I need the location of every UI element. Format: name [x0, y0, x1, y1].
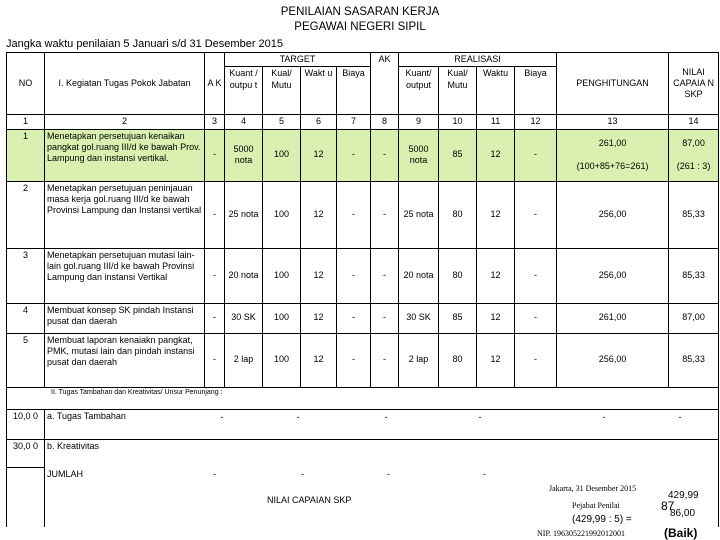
dash: - — [296, 411, 300, 422]
row-waktu: 12 — [301, 248, 337, 303]
row-hitung: 256,00 — [557, 181, 669, 248]
col-number: 1 — [7, 115, 45, 129]
row-waktu: 12 — [301, 129, 337, 181]
row-biaya: - — [337, 248, 371, 303]
total-value: 429,99 — [668, 490, 699, 501]
row-r-kuant: 25 nota — [399, 181, 439, 248]
row-hitung: 256,00 — [557, 248, 669, 303]
row-r-waktu: 12 — [477, 129, 515, 181]
dash: - — [602, 411, 606, 422]
row-r-waktu: 12 — [477, 248, 515, 303]
pejabat-label: Pejabat Penilai — [572, 501, 620, 510]
col-biaya: Biaya — [337, 67, 371, 115]
doc-subtitle: PEGAWAI NEGERI SIPIL — [294, 21, 426, 33]
row-kuant: 25 nota — [225, 181, 263, 248]
tambahan-label: a. Tugas Tambahan — [45, 409, 205, 439]
table-row — [7, 303, 719, 333]
row-ak2: - — [371, 248, 399, 303]
col-number: 11 — [477, 115, 515, 129]
row-ak2: - — [371, 181, 399, 248]
col-number: 2 — [45, 115, 205, 129]
col-realisasi: REALISASI — [399, 53, 557, 67]
col-number: 9 — [399, 115, 439, 129]
col-r-biaya: Biaya — [515, 67, 557, 115]
col-kegiatan: I. Kegiatan Tugas Pokok Jabatan — [45, 53, 205, 115]
row-r-biaya: - — [515, 303, 557, 333]
row-r-kual: 80 — [439, 181, 477, 248]
row-ak2: - — [371, 333, 399, 387]
col-nilai: NILAI CAPAIA N SKP — [669, 53, 719, 115]
row-nilai: 85,33 — [669, 333, 719, 387]
row-kual: 100 — [263, 303, 301, 333]
col-number: 13 — [557, 115, 669, 129]
row-hitung: 261,00 — [557, 303, 669, 333]
row-task: Menetapkan persetujuan kenaikan pangkat gol.ruang III/d ke bawah Prov. Lampung dan instansi vertikal. — [45, 129, 205, 181]
row-waktu: 12 — [301, 181, 337, 248]
col-r-waktu: Waktu — [477, 67, 515, 115]
tambahan-no: 10,0 0 — [7, 409, 45, 439]
row-kuant: 30 SK — [225, 303, 263, 333]
row-ak: - — [205, 333, 225, 387]
row-ak: - — [205, 181, 225, 248]
col-ak: A K — [205, 53, 225, 115]
rating-label: (Baik) — [664, 526, 698, 540]
row-ak: - — [205, 129, 225, 181]
row-kual: 100 — [263, 248, 301, 303]
table-row — [7, 333, 719, 387]
row-r-waktu: 12 — [477, 333, 515, 387]
table-row — [7, 439, 719, 467]
row-nilai: 87,00 — [669, 303, 719, 333]
col-kuant: Kuant / outpu t — [225, 67, 263, 115]
row-r-kual: 80 — [439, 248, 477, 303]
row-no: 4 — [7, 303, 45, 333]
col-r-kual: Kual/ Mutu — [439, 67, 477, 115]
row-r-waktu: 12 — [477, 181, 515, 248]
row-r-biaya: - — [515, 181, 557, 248]
formula: (429,99 : 5) = — [572, 514, 632, 525]
place-date: Jakarta, 31 Desember 2015 — [549, 484, 637, 493]
nilai-capaian-label: NILAI CAPAIAN SKP — [267, 495, 352, 505]
row-r-kuant: 20 nota — [399, 248, 439, 303]
table-row — [7, 248, 719, 303]
row-kual: 100 — [263, 181, 301, 248]
row-kual: 100 — [263, 129, 301, 181]
dash: - — [678, 411, 682, 422]
row-nilai-note: (261 : 3) — [676, 160, 711, 171]
dash: - — [384, 411, 388, 422]
jumlah-label: JUMLAH — [47, 469, 84, 479]
kreativitas-no: 30,0 0 — [7, 439, 45, 467]
col-number: 7 — [337, 115, 371, 129]
row-biaya: - — [337, 129, 371, 181]
col-number: 10 — [439, 115, 477, 129]
dash: - — [483, 469, 486, 479]
dash: - — [220, 411, 224, 422]
col-number: 4 — [225, 115, 263, 129]
row-kuant: 5000 nota — [225, 129, 263, 181]
table-row — [7, 409, 719, 439]
row-task: Membuat laporan kenaiakn pangkat, PMK, mutasi lain dan pindah instansi pusat dan daerah — [45, 333, 205, 387]
row-r-biaya: - — [515, 248, 557, 303]
dash: - — [387, 469, 390, 479]
kreativitas-label: b. Kreativitas — [45, 439, 719, 467]
row-r-kuant: 30 SK — [399, 303, 439, 333]
col-number: 6 — [301, 115, 337, 129]
col-waktu: Wakt u — [301, 67, 337, 115]
col-number: 14 — [669, 115, 719, 129]
col-penghitungan: PENGHITUNGAN — [557, 53, 669, 115]
row-hitung: 261,00 — [598, 137, 627, 148]
row-biaya: - — [337, 303, 371, 333]
col-no: NO — [7, 53, 45, 115]
row-kual: 100 — [263, 333, 301, 387]
col-kual: Kual/ Mutu — [263, 67, 301, 115]
row-r-kual: 80 — [439, 333, 477, 387]
row-no: 3 — [7, 248, 45, 303]
row-r-kual: 85 — [439, 303, 477, 333]
row-ak: - — [205, 303, 225, 333]
row-task: Menetapkan persetujuan peninjauan masa kerja gol.ruang III/d ke bawah Provinsi Lampung dan Instansi vertikal — [45, 181, 205, 248]
dash: - — [478, 411, 482, 422]
table-row — [7, 181, 719, 248]
doc-title: PENILAIAN SASARAN KERJA — [280, 6, 440, 18]
row-no: 2 — [7, 181, 45, 248]
row-r-kuant: 5000 nota — [399, 129, 439, 181]
row-task: Membuat konsep SK pindah Instansi pusat dan daerah — [45, 303, 205, 333]
period-label: Jangka waktu penilaian 5 Januari s/d 31 Desember 2015 — [6, 38, 284, 50]
row-ak2: - — [371, 129, 399, 181]
dash: - — [213, 469, 216, 479]
nip: NIP. 196305221992012001 — [537, 529, 626, 538]
row-hitung: 256,00 — [557, 333, 669, 387]
row-biaya: - — [337, 333, 371, 387]
col-r-kuant: Kuant/ output — [399, 67, 439, 115]
col-target: TARGET — [225, 53, 371, 67]
row-nilai: 85,33 — [669, 181, 719, 248]
row-task: Menetapkan persetujuan mutasi lain-lain gol.ruang III/d ke bawah Provinsi Lampung dan instansi Vertikal — [45, 248, 205, 303]
row-nilai: 85,33 — [669, 248, 719, 303]
row-r-biaya: - — [515, 333, 557, 387]
col-number: 3 — [205, 115, 225, 129]
dash: - — [301, 469, 304, 479]
row-kuant: 2 lap — [225, 333, 263, 387]
col-number: 8 — [371, 115, 399, 129]
row-r-waktu: 12 — [477, 303, 515, 333]
row-r-kual: 85 — [439, 129, 477, 181]
section2-title: II. Tugas Tambahan dan Kreativitas/ Unsur Penunjang : — [7, 387, 719, 409]
row-kuant: 20 nota — [225, 248, 263, 303]
skp-table — [6, 52, 719, 527]
row-no: 1 — [7, 129, 45, 181]
col-number: 12 — [515, 115, 557, 129]
row-r-kuant: 2 lap — [399, 333, 439, 387]
row-r-biaya: - — [515, 129, 557, 181]
row-biaya: - — [337, 181, 371, 248]
row-ak2: - — [371, 303, 399, 333]
col-ak2: AK — [371, 53, 399, 115]
final-score: 87 — [661, 499, 675, 513]
row-hitung-note: (100+85+76=261) — [576, 160, 649, 171]
table-row — [7, 129, 719, 181]
col-number: 5 — [263, 115, 301, 129]
row-waktu: 12 — [301, 303, 337, 333]
row-nilai: 87,00 — [682, 137, 705, 148]
row-waktu: 12 — [301, 333, 337, 387]
row-no: 5 — [7, 333, 45, 387]
avg-value: 86,00 — [670, 508, 696, 519]
row-ak: - — [205, 248, 225, 303]
